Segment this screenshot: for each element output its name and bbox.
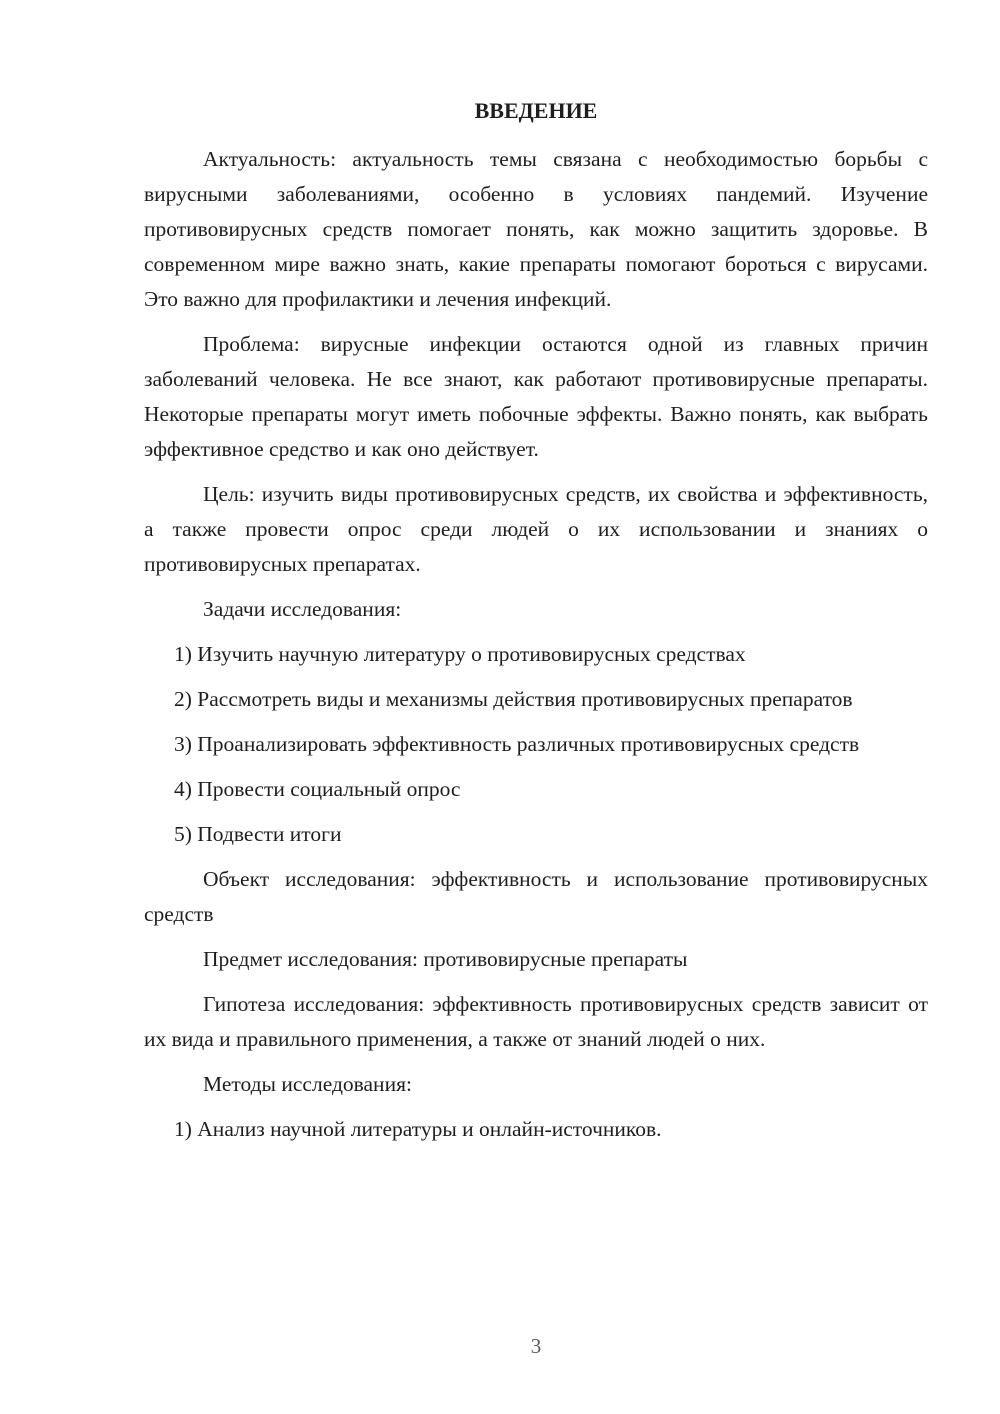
paragraph-object: Объект исследования: эффективность и использование противовирусных средств: [144, 867, 928, 926]
paragraph-relevance: Актуальность: актуальность темы связана с необходимостью борьбы с вирусными заболеваниями, особенно в условиях пандемий. Изучение противовирусных средств помогает понять, как можно защитить здоровье. В современном мире важно знать, какие препараты помогают бороться с вирусами. Это важно для профилактики и лечения инфекций.: [144, 147, 928, 311]
document-page: [144, 0, 928, 1414]
task-item-3: 3) Проанализировать эффективность различных противовирусных средств: [174, 732, 860, 756]
task-item-1: 1) Изучить научную литературу о противовирусных средствах: [174, 642, 746, 666]
methods-heading: Методы исследования:: [203, 1072, 412, 1096]
paragraph-problem: Проблема: вирусные инфекции остаются одной из главных причин заболеваний человека. Не все знают, как работают противовирусные препараты. Некоторые препараты могут иметь побочные эффекты. Важно понять, как выбрать эффективное средство и как оно действует.: [144, 332, 928, 461]
document-body: [144, 142, 928, 1157]
task-item-4: 4) Провести социальный опрос: [174, 777, 461, 801]
method-item-1: 1) Анализ научной литературы и онлайн-источников.: [174, 1117, 662, 1141]
page-number: 3: [530, 1334, 542, 1358]
paragraph-goal: Цель: изучить виды противовирусных средств, их свойства и эффективность, а также провести опрос среди людей о их использовании и знаниях о противовирусных препаратах.: [144, 482, 928, 576]
paragraph-hypothesis: Гипотеза исследования: эффективность противовирусных средств зависит от их вида и правильного применения, а также от знаний людей о них.: [144, 992, 928, 1051]
task-item-5: 5) Подвести итоги: [174, 822, 342, 846]
page-title: ВВЕДЕНИЕ: [474, 98, 598, 123]
tasks-heading: Задачи исследования:: [203, 597, 402, 621]
task-item-2: 2) Рассмотреть виды и механизмы действия противовирусных препаратов: [174, 687, 853, 711]
paragraph-subject: Предмет исследования: противовирусные препараты: [203, 947, 688, 971]
